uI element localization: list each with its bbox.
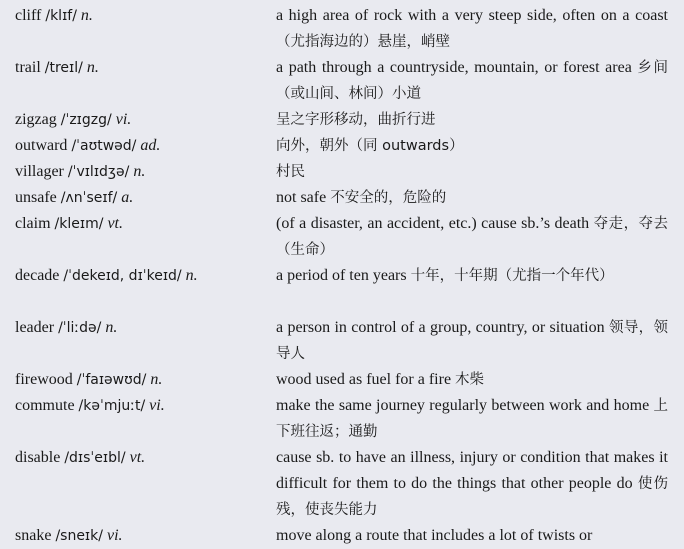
entry-term: [15, 263, 198, 289]
entry-part-of-speech: vi.: [106, 527, 123, 544]
entry-definition: [276, 107, 668, 133]
definition-zh: 不安全的，危险的: [330, 190, 447, 206]
entry-part-of-speech: vt.: [129, 449, 146, 466]
entry-phonetic: /ˈaʊtwəd/: [71, 138, 137, 154]
entry-part-of-speech: vi.: [149, 397, 165, 414]
definition-en: not safe: [276, 189, 327, 206]
definition-en: a high area of rock with a very steep side, often on a coast: [276, 7, 668, 24]
definition-en: (of a disaster, an accident, etc.) cause sb.’s death: [276, 215, 590, 232]
entry-definition: [276, 367, 668, 393]
entry-term: [15, 133, 160, 159]
entry-word: trail: [15, 59, 41, 76]
entry-definition: [276, 445, 668, 523]
definition-en: move along a route that includes a lot of twists or: [276, 527, 593, 544]
entry-word: unsafe: [15, 189, 57, 206]
definition-zh: 乡间（或山间、林间）小道: [276, 60, 669, 102]
entry-definition: [276, 523, 668, 549]
entry-part-of-speech: a.: [121, 189, 134, 206]
entry-term: [15, 159, 145, 185]
definition-en: a path through a countryside, mountain, or forest area: [276, 59, 632, 76]
definition-zh: （尤指海边的）悬崖，峭壁: [276, 34, 450, 50]
entry-definition: [276, 185, 668, 211]
entry-phonetic: /ʌnˈseɪf/: [60, 190, 118, 206]
definition-zh: 呈之字形移动，曲折行进: [276, 112, 436, 128]
entry-part-of-speech: n.: [80, 7, 93, 24]
entry-word: firewood: [15, 371, 73, 388]
entry-phonetic: /treɪl/: [44, 60, 83, 76]
entry-term: [15, 315, 117, 341]
entry-term: [15, 445, 145, 471]
entry-definition: [276, 3, 668, 55]
entry-definition: [276, 55, 668, 107]
entry-phonetic: /ˈliːdə/: [58, 320, 102, 336]
entry-part-of-speech: ad.: [140, 137, 161, 154]
definition-zh: 夺走，夺去（生命）: [276, 216, 669, 258]
definition-en: wood used as fuel for a fire: [276, 371, 452, 388]
entry-phonetic: /kleɪm/: [54, 216, 104, 232]
entry-phonetic: /sneɪk/: [55, 528, 103, 544]
entry-part-of-speech: n.: [86, 59, 99, 76]
entry-word: disable: [15, 449, 61, 466]
entry-part-of-speech: vi.: [115, 111, 132, 128]
definition-en: a person in control of a group, country, or situation: [276, 319, 605, 336]
entry-definition: [276, 393, 668, 445]
entry-term: [15, 3, 93, 29]
definition-en: make the same journey regularly between work and home: [276, 397, 650, 414]
entry-term: [15, 523, 123, 549]
definition-zh: 领导，领导人: [276, 320, 669, 362]
entry-word: cliff: [15, 7, 42, 24]
entry-phonetic: /dɪsˈeɪbl/: [64, 450, 126, 466]
entry-definition: [276, 159, 668, 185]
entry-phonetic: /kəˈmjuːt/: [78, 398, 146, 414]
entry-word: decade: [15, 267, 60, 284]
definition-en: a period of ten years: [276, 267, 407, 284]
entry-definition: [276, 211, 668, 263]
entry-term: [15, 211, 123, 237]
entry-term: [15, 393, 165, 419]
entry-word: villager: [15, 163, 64, 180]
entry-word: claim: [15, 215, 51, 232]
entry-term: [15, 107, 131, 133]
entry-phonetic: /ˈzɪgzg/: [60, 112, 112, 128]
entry-part-of-speech: vt.: [107, 215, 123, 232]
entry-word: zigzag: [15, 111, 57, 128]
entry-definition: [276, 315, 668, 367]
entry-part-of-speech: n.: [105, 319, 118, 336]
entry-word: outward: [15, 137, 68, 154]
entry-term: [15, 55, 99, 81]
definition-zh: 村民: [276, 164, 305, 180]
definition-zh: 上下班往返；通勤: [276, 398, 669, 440]
entry-word: leader: [15, 319, 55, 336]
entry-phonetic: /klɪf/: [45, 8, 77, 24]
definition-en: cause sb. to have an illness, injury or condition that makes it difficult for them to do the things that other people do: [276, 449, 668, 492]
entry-term: [15, 185, 133, 211]
entry-part-of-speech: n.: [150, 371, 163, 388]
entry-word: snake: [15, 527, 52, 544]
definition-zh: 向外，朝外（同 outwards）: [276, 138, 464, 154]
entry-phonetic: /ˈfaɪəwʊd/: [76, 372, 147, 388]
entry-definition: [276, 263, 668, 289]
entry-part-of-speech: n.: [185, 267, 198, 284]
entry-phonetic: /ˈdekeɪd, dɪˈkeɪd/: [63, 268, 182, 284]
definition-zh: 十年，十年期（尤指一个年代）: [410, 268, 614, 284]
entry-phonetic: /ˈvɪlɪdʒə/: [67, 164, 130, 180]
entry-part-of-speech: n.: [133, 163, 146, 180]
definition-zh: 使伤残，使丧失能力: [276, 476, 669, 518]
entry-definition: [276, 133, 668, 159]
definition-zh: 木柴: [455, 372, 485, 388]
entry-term: [15, 367, 162, 393]
entry-word: commute: [15, 397, 75, 414]
